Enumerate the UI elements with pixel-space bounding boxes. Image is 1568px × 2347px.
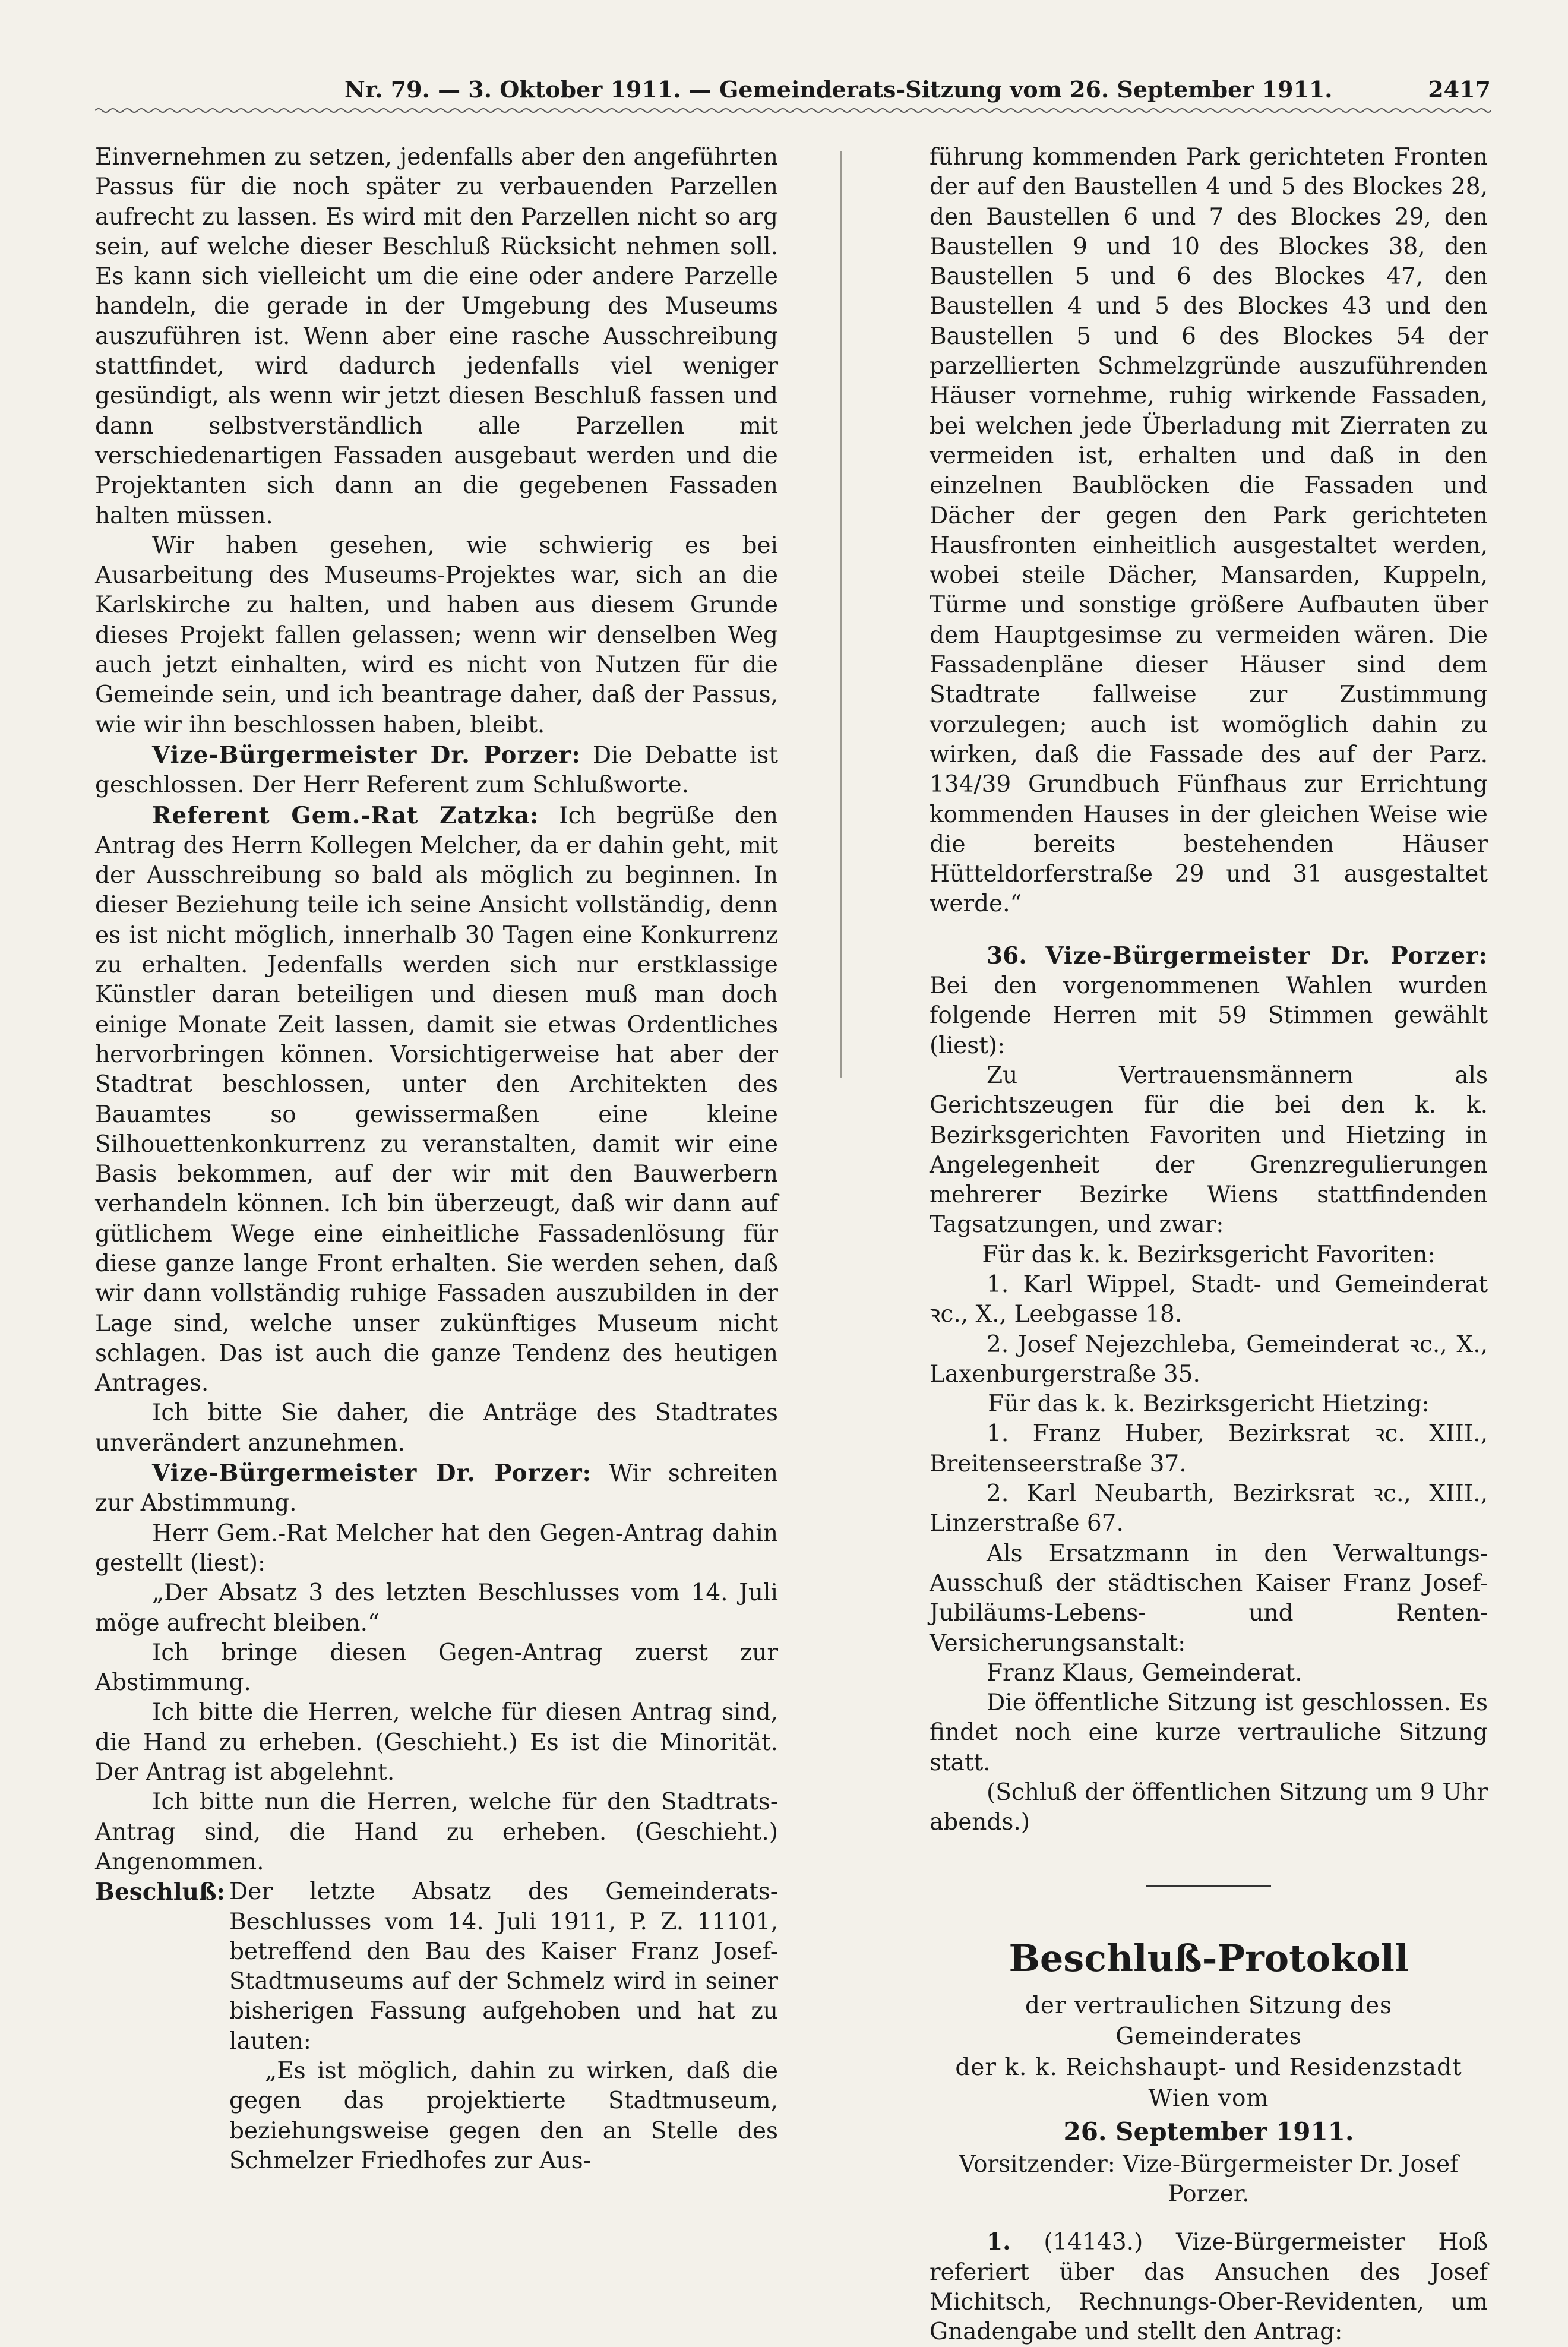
right-column	[930, 143, 1488, 2347]
speech-text: Wir schreiten zur Abstimmung.	[95, 1460, 778, 1517]
paragraph: Ich bringe diesen Gegen-Antrag zuerst zur Abstimmung.	[95, 1639, 778, 1697]
quote: „Der Absatz 3 des letzten Beschlusses vom 14. Juli möge aufrecht bleiben.“	[95, 1580, 778, 1637]
speaker: Vize-Bürgermeister Dr. Porzer:	[152, 741, 581, 769]
resolution-body	[229, 1877, 778, 2176]
speech	[95, 740, 778, 801]
chair-line: Vorsitzender: Vize-Bürgermeister Dr. Josef Porzer.	[959, 2150, 1459, 2207]
paragraph: Als Ersatzmann in den Verwaltungs-Ausschuß der städtischen Kaiser Franz Josef-Jubiläums-Lebens- und Renten-Versicherungsanstalt:	[930, 1540, 1488, 1657]
speaker: Vize-Bürgermeister Dr. Porzer:	[1045, 942, 1488, 969]
paragraph: Ich bitte Sie daher, die Anträge des Stadtrates unverändert anzunehmen.	[95, 1400, 778, 1457]
list-item: 1. Karl Wippel, Stadt- und Gemeinderat ꝛc., X., Leebgasse 18.	[930, 1271, 1488, 1328]
paragraph: (Schluß der öffentlichen Sitzung um 9 Uhr abends.)	[930, 1779, 1488, 1836]
speaker: Vize-Bürgermeister Dr. Porzer:	[152, 1460, 592, 1487]
header-rule	[95, 105, 1491, 116]
protocol-subtitle: der vertraulichen Sitzung des Gemeinderates	[1025, 1992, 1393, 2050]
paragraph: Herr Gem.-Rat Melcher hat den Gegen-Antrag dahin gestellt (liest):	[95, 1520, 778, 1577]
column-divider	[840, 151, 842, 1078]
speech-text: Ich begrüße den Antrag des Herrn Kollegen Melcher, da er dahin geht, mit der Ausschreibung so bald als möglich zu beginnen. In dieser Beziehung teile ich seine Ansicht vollständig, denn es ist nicht möglich, innerhalb 30 Tagen eine Konkurrenz zu erhalten. Jedenfalls werden sich nur erstklassige Künstler daran beteiligen und diesen muß man doch einige Monate Zeit lassen, damit sie etwas Ordentliches hervorbringen können. Vorsichtigerweise hat aber der Stadtrat beschlossen, unter den Architekten des Bauamtes so gewissermaßen eine kleine Silhouettenkonkurrenz zu veranstalten, damit wir eine Basis bekommen, auf der wir mit den Bauwerbern verhandeln können. Ich bin überzeugt, daß wir dann auf gütlichem Wege eine einheitliche Fassadenlösung für diese ganze lange Front erhalten. Sie werden sehen, daß wir dann vollständig ruhige Fassaden auszubilden in der Lage sind, welche unser zukünftiges Museum nicht schlagen. Das ist auch die ganze Tendenz des heutigen Antrages.	[95, 802, 778, 1397]
court-heading: Für das k. k. Bezirksgericht Favoriten:	[982, 1241, 1436, 1268]
agenda-item	[930, 2227, 1488, 2347]
resolution-quote: „Es ist möglich, dahin zu wirken, daß die gegen das projektierte Stadtmuseum, beziehungsweise gegen den an Stelle des Schmelzer Friedhofes zur Aus-	[229, 2058, 778, 2174]
court-heading: Für das k. k. Bezirksgericht Hietzing:	[988, 1391, 1430, 1418]
speech	[95, 801, 778, 1399]
paragraph: Zu Vertrauensmännern als Gerichtszeugen für die bei den k. k. Bezirksgerichten Favoriten und Hietzing in Angelegenheit der Grenzregulierungen mehrerer Bezirke Wiens stattfindenden Tagsatzungen, und zwar:	[930, 1062, 1488, 1239]
paragraph: führung kommenden Park gerichteten Fronten der auf den Baustellen 4 und 5 des Blockes 28, den Baustellen 6 und 7 des Blockes 29, den Baustellen 9 und 10 des Blockes 38, den Baustellen 5 und 6 des Blockes 47, den Baustellen 4 und 5 des Blockes 43 und den Baustellen 5 und 6 des Blockes 54 der parzellierten Schmelzgründe auszuführenden Häuser vornehme, ruhig wirkende Fassaden, bei welchen jede Überladung mit Zierraten zu vermeiden ist, erhalten und daß in den einzelnen Baublöcken die Fassaden und Dächer der gegen den Park gerichteten Hausfronten einheitlich ausgestaltet werden, wobei steile Dächer, Mansarden, Kuppeln, Türme und sonstige größere Aufbauten über dem Hauptgesimse zu vermeiden wären. Die Fassadenpläne dieser Häuser sind dem Stadtrate fallweise zur Zustimmung vorzulegen; auch ist womöglich dahin zu wirken, daß die Fassade des auf der Parz. 134/39 Grundbuch Fünfhaus zur Errichtung kommenden Hauses in der gleichen Weise wie die bereits bestehenden Häuser Hütteldorferstraße 29 und 31 ausgestaltet werde.“	[930, 144, 1488, 918]
protocol-title: Beschluß-Protokoll	[1009, 1936, 1409, 1980]
paragraph: Franz Klaus, Gemeinderat.	[987, 1659, 1303, 1686]
paragraph: Ich bitte die Herren, welche für diesen Antrag sind, die Hand zu erheben. (Geschieht.) Es ist die Minorität. Der Antrag ist abgelehnt.	[95, 1699, 778, 1786]
spacer	[930, 2209, 1488, 2227]
left-column	[95, 143, 778, 2176]
section-divider	[1146, 1885, 1271, 1887]
list-item: 1. Franz Huber, Bezirksrat ꝛc. XIII., Breitenseerstraße 37.	[930, 1420, 1488, 1477]
protocol-date: 26. September 1911.	[1063, 2117, 1354, 2146]
header-title: Nr. 79. — 3. Oktober 1911. — Gemeinderats-Sitzung vom 26. September 1911.	[344, 76, 1333, 103]
paragraph: Die öffentliche Sitzung ist geschlossen. Es findet noch eine kurze vertrauliche Sitzung statt.	[930, 1689, 1488, 1776]
resolution-text: Der letzte Absatz des Gemeinderats-Beschlusses vom 14. Juli 1911, P. Z. 11101, betreffend den Bau des Kaiser Franz Josef-Stadtmuseums auf der Schmelz wird in seiner bisherigen Fassung aufgehoben und hat zu lauten:	[229, 1878, 778, 2055]
list-item: 2. Karl Neubarth, Bezirksrat ꝛc., XIII., Linzerstraße 67.	[930, 1480, 1488, 1537]
paragraph: Ich bitte nun die Herren, welche für den Stadtrats-Antrag sind, die Hand zu erheben. (Geschieht.) Angenommen.	[95, 1789, 778, 1875]
protocol-subtitle: der k. k. Reichshaupt- und Residenzstadt Wien vom	[955, 2054, 1462, 2112]
item-text: (14143.) Vize-Bürgermeister Hoß referiert über das Ansuchen des Josef Michitsch, Rechnungs-Ober-Revidenten, um Gnadengabe und stellt den Antrag:	[930, 2229, 1488, 2346]
resolution	[95, 1877, 778, 2176]
speech	[95, 1458, 778, 1519]
speech-text: Bei den vorgenommenen Wahlen wurden folgende Herren mit 59 Stimmen gewählt (liest):	[930, 972, 1488, 1059]
item-number: 1.	[987, 2228, 1011, 2256]
resolution-label: Beschluß:	[95, 1878, 226, 1906]
paragraph: Wir haben gesehen, wie schwierig es bei Ausarbeitung des Museums-Projektes war, sich an die Karlskirche zu halten, und haben aus diesem Grunde dieses Projekt fallen gelassen; wenn wir denselben Weg auch jetzt einhalten, wird es nicht von Nutzen für die Gemeinde sein, und ich beantrage daher, daß der Passus, wie wir ihn beschlossen haben, bleibt.	[95, 532, 778, 738]
spacer	[930, 920, 1488, 941]
speech-text: Die Debatte ist geschlossen. Der Herr Referent zum Schlußworte.	[95, 741, 778, 799]
speaker: Referent Gem.-Rat Zatzka:	[152, 801, 539, 829]
agenda-item	[930, 941, 1488, 1061]
page-number: 2417	[1428, 76, 1491, 103]
list-item: 2. Josef Nejezchleba, Gemeinderat ꝛc., X., Laxenburgerstraße 35.	[930, 1331, 1488, 1388]
paragraph: Einvernehmen zu setzen, jedenfalls aber den angeführten Passus für die noch später zu verbauenden Parzellen aufrecht zu lassen. Es wird mit den Parzellen nicht so arg sein, auf welche dieser Beschluß Rücksicht nehmen soll. Es kann sich vielleicht um die eine oder andere Parzelle handeln, die gerade in der Umgebung des Museums auszuführen ist. Wenn aber eine rasche Ausschreibung stattfindet, wird dadurch jedenfalls viel weniger gesündigt, als wenn wir jetzt diesen Beschluß fassen und dann selbstverständlich alle Parzellen mit verschiedenartigen Fassaden ausgebaut werden und die Projektanten sich dann an die gegebenen Fassaden halten müssen.	[95, 144, 778, 529]
item-number: 36.	[987, 942, 1027, 969]
